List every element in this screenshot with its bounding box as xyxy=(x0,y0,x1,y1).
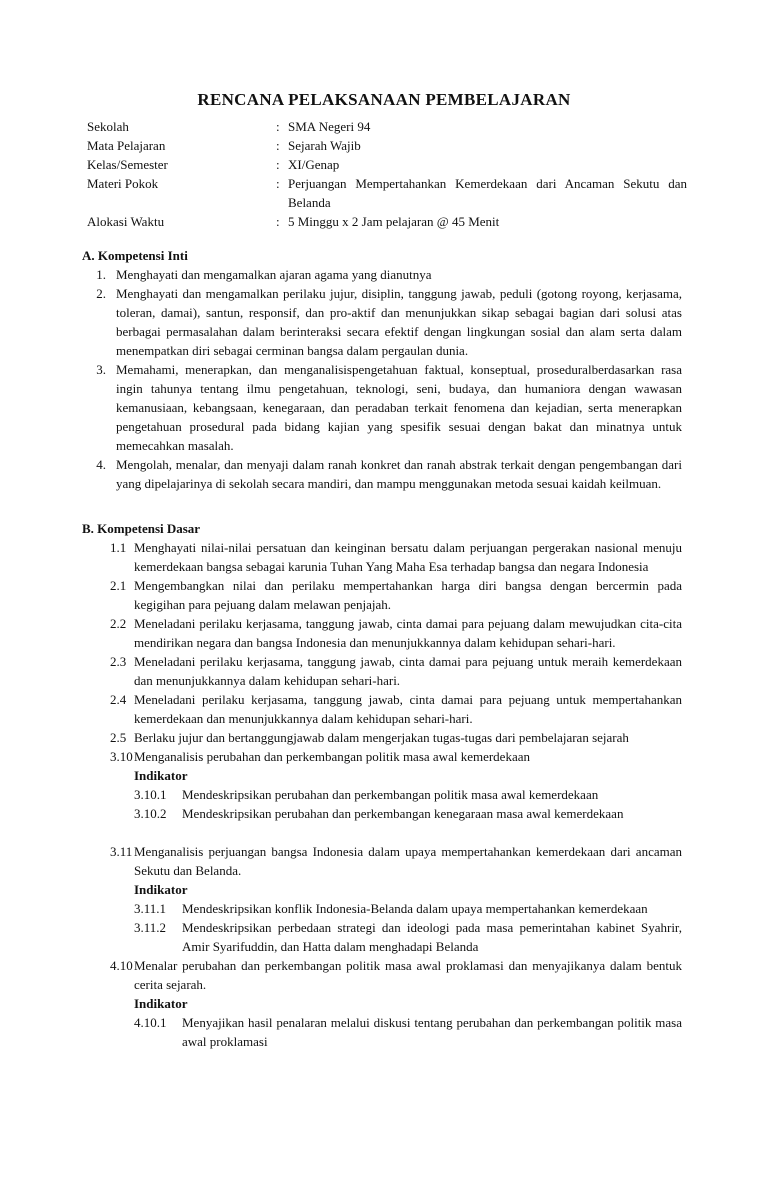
kd-number: 2.3 xyxy=(110,654,127,669)
indikator-text: Mendeskripsikan perubahan dan perkembangan politik masa awal kemerdekaan xyxy=(182,787,599,802)
kd-item xyxy=(82,747,682,766)
ki-item xyxy=(82,455,682,493)
kd-text: Berlaku jujur dan bertanggungjawab dalam mengerjakan tugas-tugas dari pembelajaran sejarah xyxy=(134,730,629,745)
kd-number: 3.10 xyxy=(110,749,133,764)
info-row-kelas-semester xyxy=(87,155,687,174)
indikator-block-3-10 xyxy=(82,766,682,823)
info-colon: : xyxy=(276,176,280,191)
ki-number: 3. xyxy=(96,362,106,377)
kd-text: Menganalisis perjuangan bangsa Indonesia dalam upaya mempertahankan kemerdekaan dari ancaman Sekutu dan Belanda. xyxy=(134,844,682,878)
info-label: Alokasi Waktu xyxy=(87,214,165,229)
info-label: Mata Pelajaran xyxy=(87,138,166,153)
indikator-item xyxy=(134,918,682,956)
kd-item xyxy=(82,576,682,614)
indikator-number: 3.10.1 xyxy=(134,787,167,802)
indikator-text: Mendeskripsikan konflik Indonesia-Belanda dalam upaya mempertahankan kemerdekaan xyxy=(182,901,648,916)
kd-number: 2.5 xyxy=(110,730,127,745)
kd-item xyxy=(82,538,682,576)
indikator-block-3-11 xyxy=(82,880,682,956)
section-heading: A. Kompetensi Inti xyxy=(82,248,188,263)
ki-item xyxy=(82,284,682,360)
indikator-text: Mendeskripsikan perubahan dan perkembangan kenegaraan masa awal kemerdekaan xyxy=(182,806,624,821)
kd-text: Menghayati nilai-nilai persatuan dan keinginan bersatu dalam perjuangan pergerakan nasional menuju kemerdekaan bangsa sebagai karunia Tuhan Yang Maha Esa terhadap bangsa dan negara Indonesia xyxy=(134,540,682,574)
ki-text: Memahami, menerapkan, dan menganalisispengetahuan faktual, konseptual, proseduralberdasarkan rasa ingin tahunya tentang ilmu pengetahuan, teknologi, seni, budaya, dan humaniora dengan wawasan kemanusiaan, kebangsaan, kenegaraan, dan peradaban terkait fenomena dan kejadian, serta menerapkan pengetahuan prosedural pada bidang kajian yang spesifik sesuai dengan bakat dan minatnya untuk memecahkan masalah. xyxy=(116,362,682,453)
ki-number: 4. xyxy=(96,457,106,472)
info-colon: : xyxy=(276,157,280,172)
kd-number: 2.2 xyxy=(110,616,127,631)
indikator-item xyxy=(134,899,682,918)
kd-text: Mengembangkan nilai dan perilaku mempertahankan harga diri bangsa dengan bercermin pada kegigihan para pejuang dalam melawan penjajah. xyxy=(134,578,682,612)
indikator-block-4-10 xyxy=(82,994,682,1051)
info-colon: : xyxy=(276,119,280,134)
ki-text: Menghayati dan mengamalkan ajaran agama yang dianutnya xyxy=(116,267,432,282)
info-label: Sekolah xyxy=(87,119,129,134)
kd-text: Menganalisis perubahan dan perkembangan politik masa awal kemerdekaan xyxy=(134,749,530,764)
ki-item xyxy=(82,360,682,455)
indikator-item xyxy=(134,1013,682,1051)
kompetensi-dasar-section xyxy=(82,519,682,1051)
indikator-title: Indikator xyxy=(134,882,188,897)
kd-text: Menalar perubahan dan perkembangan politik masa awal proklamasi dan menyajikanya dalam bentuk cerita sejarah. xyxy=(134,958,682,992)
spacer xyxy=(82,823,682,842)
kd-number: 2.1 xyxy=(110,578,127,593)
info-row-mata-pelajaran xyxy=(87,136,687,155)
indikator-number: 3.10.2 xyxy=(134,806,167,821)
info-value: Perjuangan Mempertahankan Kemerdekaan dari Ancaman Sekutu dan Belanda xyxy=(288,176,687,210)
info-value: 5 Minggu x 2 Jam pelajaran @ 45 Menit xyxy=(288,214,500,229)
kd-number: 4.10 xyxy=(110,958,133,973)
page-title: RENCANA PELAKSANAAN PEMBELAJARAN xyxy=(197,90,571,109)
kd-text: Meneladani perilaku kerjasama, tanggung jawab, cinta damai para pejuang untuk meraih kemerdekaan dan menunjukkannya dalam kehidupan sehari-hari. xyxy=(134,654,682,688)
kd-item xyxy=(82,956,682,994)
info-label: Materi Pokok xyxy=(87,176,159,191)
info-row-alokasi-waktu xyxy=(87,212,687,231)
indikator-number: 4.10.1 xyxy=(134,1015,167,1030)
kd-item xyxy=(82,842,682,880)
ki-text: Menghayati dan mengamalkan perilaku jujur, disiplin, tanggung jawab, peduli (gotong royong, kerjasama, toleran, damai), santun, responsif, dan pro-aktif dan menunjukkan sikap sebagai bagian dari solusi atas berbagai permasalahan dalam berinteraksi secara efektif dengan lingkungan sosial dan alam serta dalam menempatkan diri sebagai cerminan bangsa dalam pergaulan dunia. xyxy=(116,286,682,358)
kd-text: Meneladani perilaku kerjasama, tanggung jawab, cinta damai para pejuang untuk mempertahankan kemerdekaan dan menunjukkannya dalam kehidupan sehari-hari. xyxy=(134,692,682,726)
info-table xyxy=(87,117,687,231)
info-colon: : xyxy=(276,214,280,229)
kd-item xyxy=(82,690,682,728)
indikator-text: Menyajikan hasil penalaran melalui diskusi tentang perubahan dan perkembangan politik masa awal proklamasi xyxy=(182,1015,682,1049)
indikator-title: Indikator xyxy=(134,996,188,1011)
indikator-number: 3.11.2 xyxy=(134,920,167,935)
ki-item xyxy=(82,265,682,284)
kompetensi-inti-section xyxy=(82,246,682,493)
kd-item xyxy=(82,614,682,652)
section-heading: B. Kompetensi Dasar xyxy=(82,521,201,536)
indikator-item xyxy=(134,785,682,804)
info-row-materi-pokok xyxy=(87,174,687,212)
indikator-title: Indikator xyxy=(134,768,188,783)
info-value: SMA Negeri 94 xyxy=(288,119,371,134)
kd-number: 2.4 xyxy=(110,692,127,707)
kd-number: 3.11 xyxy=(110,844,133,859)
info-value: XI/Genap xyxy=(288,157,340,172)
info-value: Sejarah Wajib xyxy=(288,138,361,153)
indikator-item xyxy=(134,804,682,823)
indikator-text: Mendeskripsikan perbedaan strategi dan ideologi pada masa pemerintahan kabinet Syahrir, Amir Syarifuddin, dan Hatta dalam menghadapi Belanda xyxy=(182,920,682,954)
indikator-number: 3.11.1 xyxy=(134,901,167,916)
kd-item xyxy=(82,728,682,747)
ki-number: 2. xyxy=(96,286,106,301)
kd-number: 1.1 xyxy=(110,540,127,555)
ki-number: 1. xyxy=(96,267,106,282)
ki-text: Mengolah, menalar, dan menyaji dalam ranah konkret dan ranah abstrak terkait dengan pengembangan dari yang dipelajarinya di sekolah secara mandiri, dan mampu menggunakan metoda sesuai kaidah keilmuan. xyxy=(116,457,682,491)
info-label: Kelas/Semester xyxy=(87,157,168,172)
info-colon: : xyxy=(276,138,280,153)
info-row-sekolah xyxy=(87,117,687,136)
kd-item xyxy=(82,652,682,690)
kd-text: Meneladani perilaku kerjasama, tanggung jawab, cinta damai para pejuang dalam mewujudkan cita-cita mendirikan negara dan bangsa Indonesia dan menunjukkannya dalam kehidupan sehari-hari. xyxy=(134,616,682,650)
